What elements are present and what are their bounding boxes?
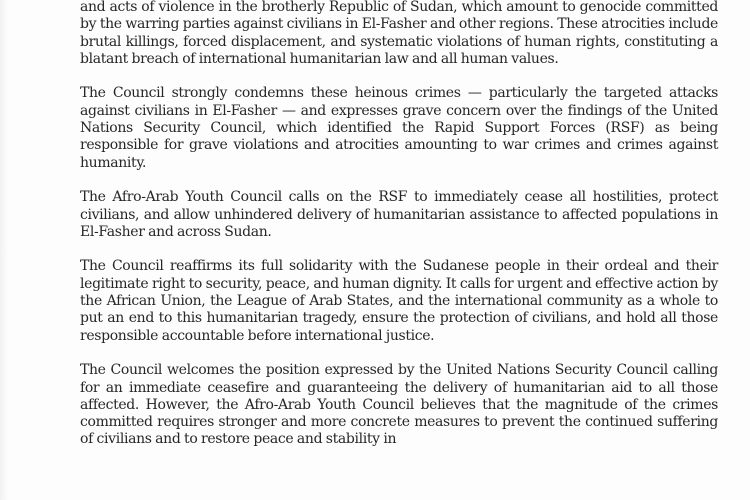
paragraph-condemnation: The Council strongly condemns these heinous crimes — particularly the targeted attacks against civilians in El-Fasher — and expresses grave concern over the findings of the United Nations Security Council, which identified the Rapid Support Forces (RSF) as being responsible for grave violations and atrocities amounting to war crimes and crimes against humanity. <box>80 85 718 171</box>
paragraph-solidarity: The Council reaffirms its full solidarity with the Sudanese people in their ordeal and their legitimate right to security, peace, and human dignity. It calls for urgent and effective action by the African Union, the League of Arab States, and the international community as a whole to put an end to this humanitarian tragedy, ensure the protection of civilians, and hold all those responsible accountable before international justice. <box>80 258 718 344</box>
document-body <box>80 0 718 466</box>
paragraph-violence-sudan: and acts of violence in the brotherly Republic of Sudan, which amount to genocide committed by the warring parties against civilians in El-Fasher and other regions. These atrocities include brutal killings, forced displacement, and systematic violations of human rights, constituting a blatant breach of international humanitarian law and all human values. <box>80 0 718 67</box>
paragraph-call-on-rsf: The Afro-Arab Youth Council calls on the RSF to immediately cease all hostilities, protect civilians, and allow unhindered delivery of humanitarian assistance to affected populations in El-Fasher and across Sudan. <box>80 189 718 240</box>
paragraph-unsc-position: The Council welcomes the position expressed by the United Nations Security Council calling for an immediate ceasefire and guaranteeing the delivery of humanitarian aid to all those affected. However, the Afro-Arab Youth Council believes that the magnitude of the crimes committed requires stronger and more concrete measures to prevent the continued suffering of civilians and to restore peace and stability in <box>80 362 718 448</box>
scan-edge-shadow <box>0 0 8 500</box>
